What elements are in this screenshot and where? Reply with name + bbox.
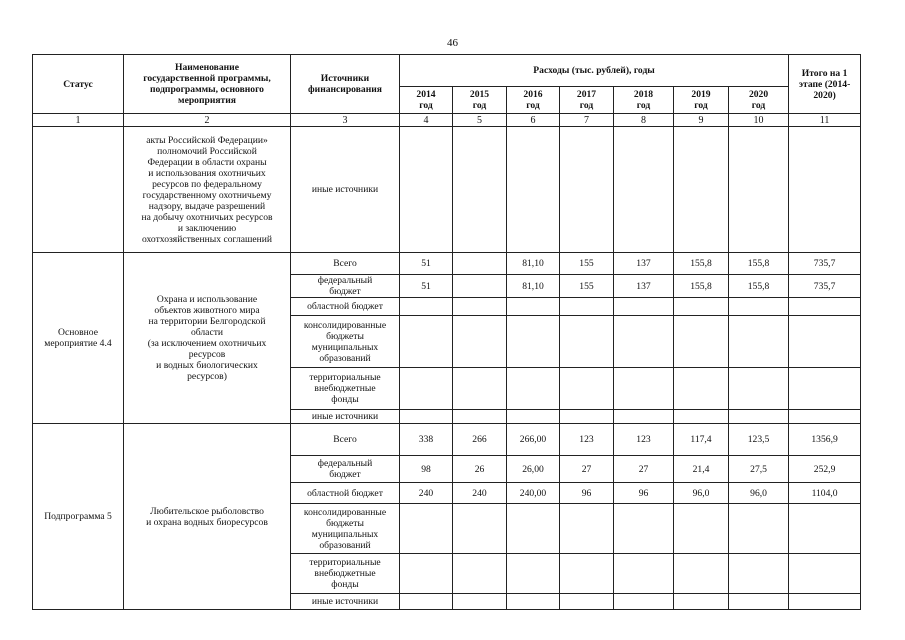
- value-cell: 98: [400, 456, 453, 483]
- value-cell: [674, 298, 729, 316]
- value-cell: [507, 410, 560, 424]
- value-cell: [400, 368, 453, 410]
- total-cell: [789, 368, 861, 410]
- value-cell: [453, 504, 507, 554]
- column-number: 2: [124, 114, 291, 127]
- header-year: 2016 год: [507, 87, 560, 114]
- header-total: Итого на 1 этапе (2014- 2020): [789, 55, 861, 114]
- value-cell: [453, 316, 507, 368]
- block3-name: Любительское рыболовство и охрана водных биоресурсов: [124, 424, 291, 610]
- total-cell: [789, 316, 861, 368]
- block2-status: Основное мероприятие 4.4: [33, 253, 124, 424]
- source-label: Всего: [291, 253, 400, 275]
- source-label: федеральный бюджет: [291, 456, 400, 483]
- value-cell: [729, 298, 789, 316]
- value-cell: 27: [560, 456, 614, 483]
- value-cell: [400, 554, 453, 594]
- page-number: 46: [447, 37, 458, 49]
- value-cell: [729, 410, 789, 424]
- value-cell: 266,00: [507, 424, 560, 456]
- source-label: Всего: [291, 424, 400, 456]
- value-cell: [453, 410, 507, 424]
- value-cell: [560, 554, 614, 594]
- value-cell: [614, 554, 674, 594]
- column-number: 1: [33, 114, 124, 127]
- total-cell: 1104,0: [789, 483, 861, 504]
- column-number: 11: [789, 114, 861, 127]
- value-cell: [400, 298, 453, 316]
- value-cell: 81,10: [507, 275, 560, 298]
- value-cell: [614, 298, 674, 316]
- value-cell: [507, 368, 560, 410]
- value-cell: [674, 316, 729, 368]
- value-cell: [453, 368, 507, 410]
- value-cell: [674, 368, 729, 410]
- column-number: 8: [614, 114, 674, 127]
- source-label: областной бюджет: [291, 483, 400, 504]
- value-cell: [560, 410, 614, 424]
- header-year: 2014 год: [400, 87, 453, 114]
- value-cell: 96,0: [729, 483, 789, 504]
- total-cell: 735,7: [789, 275, 861, 298]
- header-year: 2015 год: [453, 87, 507, 114]
- value-cell: [674, 410, 729, 424]
- value-cell: [729, 504, 789, 554]
- total-cell: [789, 298, 861, 316]
- value-cell: 96: [560, 483, 614, 504]
- value-cell: [560, 316, 614, 368]
- value-cell: 155,8: [674, 253, 729, 275]
- value-cell: [560, 368, 614, 410]
- total-cell: 735,7: [789, 253, 861, 275]
- value-cell: 155,8: [674, 275, 729, 298]
- source-label: иные источники: [291, 594, 400, 610]
- value-cell: [674, 594, 729, 610]
- value-cell: [507, 316, 560, 368]
- value-cell: [400, 594, 453, 610]
- column-number: 3: [291, 114, 400, 127]
- value-cell: [507, 554, 560, 594]
- value-cell: 26,00: [507, 456, 560, 483]
- value-cell: [674, 504, 729, 554]
- total-cell: 252,9: [789, 456, 861, 483]
- value-cell: 96: [614, 483, 674, 504]
- value-cell: 240: [400, 483, 453, 504]
- block1-source: иные источники: [291, 127, 400, 253]
- header-expenses: Расходы (тыс. рублей), годы: [400, 55, 789, 87]
- column-number: 7: [560, 114, 614, 127]
- block1-name: акты Российской Федерации» полномочий Российской Федерации в области охраны и использования охотничьих ресурсов по федеральному государственному охотничьему надзору, выдаче разрешений на добычу охотничьих ресурсов и заключению охотхозяйственных соглашений: [124, 127, 291, 253]
- value-cell: [453, 594, 507, 610]
- value-cell: 240,00: [507, 483, 560, 504]
- value-cell: [560, 504, 614, 554]
- total-cell: 1356,9: [789, 424, 861, 456]
- value-cell: [453, 275, 507, 298]
- value-cell: [400, 410, 453, 424]
- column-number: 9: [674, 114, 729, 127]
- value-cell: [674, 554, 729, 594]
- header-year: 2017 год: [560, 87, 614, 114]
- value-cell: 26: [453, 456, 507, 483]
- source-label: областной бюджет: [291, 298, 400, 316]
- value-cell: [453, 253, 507, 275]
- value-cell: [614, 594, 674, 610]
- value-cell: [614, 410, 674, 424]
- block2-name: Охрана и использование объектов животного мира на территории Белгородской области (за исключением охотничьих ресурсов и водных биологических ресурсов): [124, 253, 291, 424]
- value-cell: 51: [400, 253, 453, 275]
- column-number: 6: [507, 114, 560, 127]
- value-cell: 123: [614, 424, 674, 456]
- block3-status: Подпрограмма 5: [33, 424, 124, 610]
- value-cell: [614, 316, 674, 368]
- value-cell: 155,8: [729, 253, 789, 275]
- source-label: консолидированные бюджеты муниципальных образований: [291, 504, 400, 554]
- value-cell: [507, 298, 560, 316]
- source-label: территориальные внебюджетные фонды: [291, 554, 400, 594]
- value-cell: 51: [400, 275, 453, 298]
- column-number: 4: [400, 114, 453, 127]
- value-cell: 123,5: [729, 424, 789, 456]
- value-cell: [507, 594, 560, 610]
- value-cell: [729, 594, 789, 610]
- value-cell: 137: [614, 253, 674, 275]
- value-cell: [453, 298, 507, 316]
- value-cell: 137: [614, 275, 674, 298]
- value-cell: [453, 554, 507, 594]
- value-cell: 21,4: [674, 456, 729, 483]
- value-cell: 155: [560, 253, 614, 275]
- value-cell: [400, 316, 453, 368]
- value-cell: [729, 368, 789, 410]
- value-cell: 27,5: [729, 456, 789, 483]
- total-cell: [789, 554, 861, 594]
- value-cell: [400, 504, 453, 554]
- value-cell: [614, 368, 674, 410]
- value-cell: 117,4: [674, 424, 729, 456]
- header-year: 2020 год: [729, 87, 789, 114]
- total-cell: [789, 410, 861, 424]
- value-cell: 240: [453, 483, 507, 504]
- value-cell: [729, 554, 789, 594]
- budget-table: [32, 54, 861, 610]
- header-year: 2018 год: [614, 87, 674, 114]
- value-cell: [614, 504, 674, 554]
- header-year: 2019 год: [674, 87, 729, 114]
- header-name: Наименование государственной программы, подпрограммы, основного мероприятия: [124, 55, 291, 114]
- source-label: консолидированные бюджеты муниципальных образований: [291, 316, 400, 368]
- column-number: 5: [453, 114, 507, 127]
- value-cell: 338: [400, 424, 453, 456]
- value-cell: [729, 316, 789, 368]
- total-cell: [789, 504, 861, 554]
- value-cell: [507, 504, 560, 554]
- value-cell: [560, 594, 614, 610]
- block1-status: [33, 127, 124, 253]
- column-number: 10: [729, 114, 789, 127]
- source-label: федеральный бюджет: [291, 275, 400, 298]
- value-cell: 155: [560, 275, 614, 298]
- value-cell: 155,8: [729, 275, 789, 298]
- header-sources: Источники финансирования: [291, 55, 400, 114]
- value-cell: 81,10: [507, 253, 560, 275]
- value-cell: 266: [453, 424, 507, 456]
- value-cell: 96,0: [674, 483, 729, 504]
- header-status: Статус: [33, 55, 124, 114]
- value-cell: 123: [560, 424, 614, 456]
- value-cell: 27: [614, 456, 674, 483]
- total-cell: [789, 594, 861, 610]
- source-label: иные источники: [291, 410, 400, 424]
- source-label: территориальные внебюджетные фонды: [291, 368, 400, 410]
- value-cell: [560, 298, 614, 316]
